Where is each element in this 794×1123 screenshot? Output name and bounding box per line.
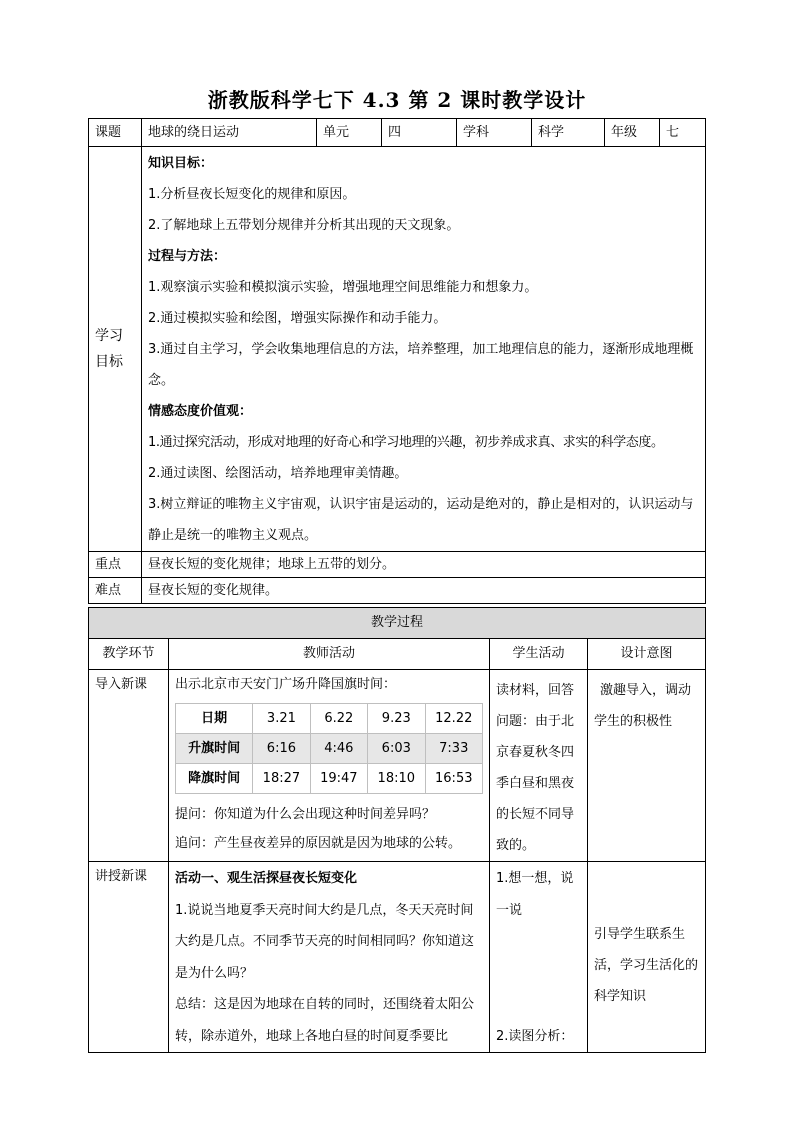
lesson-label: 课题 [89,119,142,147]
goals-content [142,147,706,552]
method-item: 2.通过模拟实验和绘图，增强实际操作和动手能力。 [148,311,447,326]
flag-date: 6.22 [310,704,367,734]
col-stage: 教学环节 [89,639,169,670]
knowledge-heading: 知识目标： [148,156,214,171]
emotion-item: 1.通过探究活动，形成对地理的好奇心和学习地理的兴趣，初步养成求真、求实的科学态度。 [148,435,664,450]
col-intent: 设计意图 [588,639,706,670]
lecture-row [89,862,706,1053]
intro-student: 读材料，回答问题：由于北京春夏秋冬四季白昼和黑夜的长短不同导致的。 [490,670,588,862]
flag-lower-time: 18:10 [368,764,425,794]
lecture-intent: 引导学生联系生活，学习生活化的科学知识 [588,862,706,1053]
intro-stage: 导入新课 [89,670,169,862]
key-label: 重点 [89,552,142,578]
key-row [89,552,706,578]
activity-heading: 活动一、观生活探昼夜长短变化 [175,871,358,886]
intro-followup: 追问：产生昼夜差异的原因就是因为地球的公转。 [175,836,462,851]
difficult-label: 难点 [89,578,142,604]
key-value: 昼夜长短的变化规律；地球上五带的划分。 [142,552,706,578]
flag-rise-label: 升旗时间 [176,734,253,764]
process-columns-row [89,639,706,670]
method-item: 3.通过自主学习，学会收集地理信息的方法，培养整理，加工地理信息的能力，逐渐形成地理概念。 [148,342,694,388]
subject-value: 科学 [532,119,605,147]
flag-lower-time: 16:53 [425,764,483,794]
flag-time-table [175,703,483,794]
goals-table [88,146,706,604]
flag-date: 12.22 [425,704,483,734]
flag-rise-time: 4:46 [310,734,367,764]
method-heading: 过程与方法： [148,249,227,264]
process-table [88,607,706,1053]
grade-label: 年级 [605,119,660,147]
document-title: 浙教版科学七下 4.3 第 2 课时教学设计 [207,88,587,112]
flag-rise-time: 7:33 [425,734,483,764]
lesson-value: 地球的绕日运动 [142,119,317,147]
flag-lower-label: 降旗时间 [176,764,253,794]
flag-lower-row [176,764,483,794]
knowledge-item: 2.了解地球上五带划分规律并分析其出现的天文现象。 [148,218,460,233]
lecture-student [490,862,588,1053]
flag-lower-time: 18:27 [253,764,310,794]
difficult-row [89,578,706,604]
flag-rise-row [176,734,483,764]
lecture-teacher [169,862,490,1053]
intro-question: 提问：你知道为什么会出现这种时间差异吗？ [175,807,436,822]
student-think: 1.想一想，说一说 [496,871,574,918]
goals-row [89,147,706,552]
unit-label: 单元 [317,119,382,147]
intro-intent: 激趣导入，调动学生的积极性 [588,670,706,862]
flag-rise-time: 6:03 [368,734,425,764]
unit-value: 四 [382,119,457,147]
grade-value: 七 [660,119,706,147]
activity-question: 1.说说当地夏季天亮时间大约是几点，冬天天亮时间大约是几点。不同季节天亮的时间相同吗？你知道这是为什么吗？ [175,902,475,981]
student-read-map: 2.读图分析： [496,1029,574,1044]
difficult-value: 昼夜长短的变化规律。 [142,578,706,604]
knowledge-item: 1.分析昼夜长短变化的规律和原因。 [148,187,356,202]
lesson-info-table [88,118,706,147]
flag-lower-time: 19:47 [310,764,367,794]
flag-rise-time: 6:16 [253,734,310,764]
col-teacher: 教师活动 [169,639,490,670]
emotion-heading: 情感态度价值观： [148,404,253,419]
flag-date-row [176,704,483,734]
lesson-info-row [89,119,706,147]
emotion-item: 2.通过读图、绘图活动，培养地理审美情趣。 [148,466,408,481]
process-header-row [89,608,706,639]
activity-summary: 总结：这是因为地球在自转的同时，还围绕着太阳公转，除赤道外，地球上各地白昼的时间夏季要比 [175,997,475,1044]
col-student: 学生活动 [490,639,588,670]
lecture-stage: 讲授新课 [89,862,169,1053]
method-item: 1.观察演示实验和模拟演示实验，增强地理空间思维能力和想象力。 [148,280,538,295]
subject-label: 学科 [457,119,532,147]
flag-date: 3.21 [253,704,310,734]
flag-date: 9.23 [368,704,425,734]
intro-teacher-text: 出示北京市天安门广场升降国旗时间： [175,677,397,692]
process-header: 教学过程 [89,608,706,639]
emotion-item: 3.树立辩证的唯物主义宇宙观，认识宇宙是运动的，运动是绝对的，静止是相对的，认识运动与静止是统一的唯物主义观点。 [148,497,694,543]
intro-teacher [169,670,490,862]
flag-date-label: 日期 [176,704,253,734]
intro-row [89,670,706,862]
goals-label: 学习目标 [89,147,142,552]
